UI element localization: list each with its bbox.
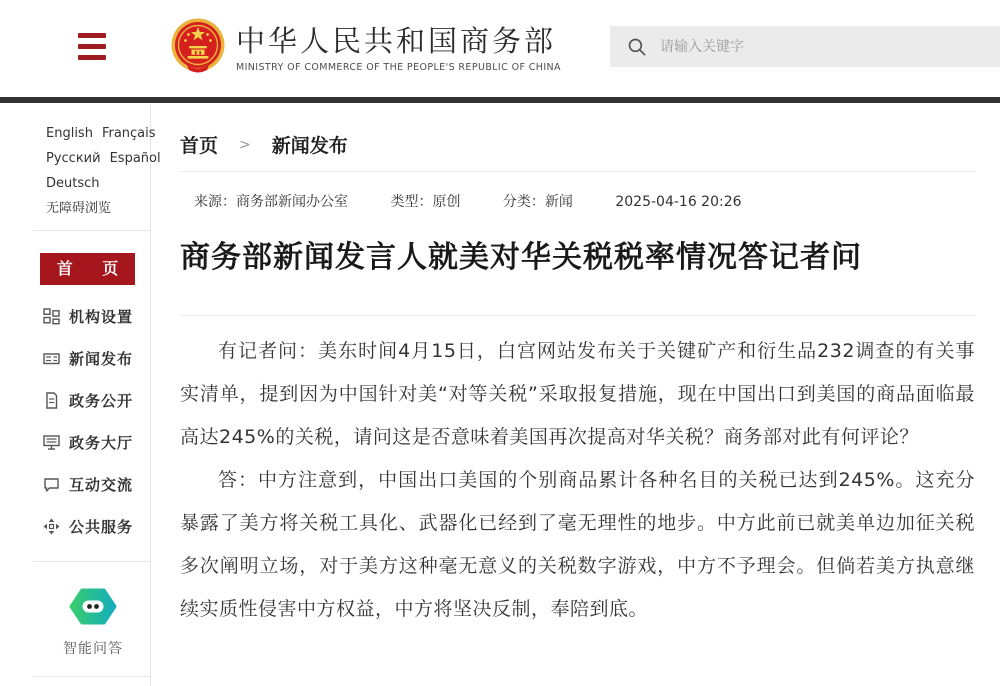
sidebar-item-news[interactable] — [0, 337, 150, 379]
sidebar-menu — [0, 295, 150, 547]
lang-francais[interactable]: Français — [101, 126, 156, 141]
site-title-block — [236, 24, 561, 73]
language-switcher — [0, 126, 161, 216]
article-body — [180, 330, 975, 631]
sidebar-item-label: 公共服务 — [69, 517, 134, 536]
sidebar-item-public-service[interactable] — [0, 505, 150, 547]
sidebar-divider — [33, 230, 150, 231]
robot-icon — [69, 588, 117, 625]
sidebar-divider — [33, 676, 150, 677]
sidebar-item-label: 互动交流 — [69, 475, 134, 494]
site-subtitle: MINISTRY OF COMMERCE OF THE PEOPLE'S REPUBLIC OF CHINA — [236, 62, 561, 73]
org-grid-icon — [43, 308, 60, 325]
hamburger-menu-icon[interactable] — [78, 33, 106, 60]
search-icon[interactable] — [627, 37, 647, 57]
breadcrumb-divider — [180, 171, 975, 172]
smart-qa-label: 智能问答 — [63, 641, 123, 657]
meta-source-label: 来源： — [194, 194, 236, 210]
breadcrumb-home[interactable]: 首页 — [180, 135, 219, 157]
main-content — [151, 103, 1000, 686]
monitor-icon — [43, 434, 60, 451]
sidebar-item-label: 政务公开 — [69, 391, 134, 410]
breadcrumb — [180, 131, 975, 158]
title-divider — [180, 315, 975, 316]
lang-russian[interactable]: Русский — [46, 151, 101, 166]
lang-deutsch[interactable]: Deutsch — [46, 176, 100, 191]
sidebar-item-label: 新闻发布 — [69, 349, 134, 368]
smart-qa-widget[interactable] — [36, 562, 150, 658]
national-emblem-logo — [170, 17, 226, 73]
meta-source-value: 商务部新闻办公室 — [236, 194, 348, 210]
meta-type-label: 类型： — [390, 194, 433, 210]
body-row — [0, 103, 1000, 686]
accessibility-browse-link[interactable]: 无障碍浏览 — [46, 201, 112, 216]
site-header — [0, 0, 1000, 97]
breadcrumb-current[interactable]: 新闻发布 — [271, 135, 348, 157]
sidebar-item-label: 政务大厅 — [69, 433, 134, 452]
four-arrows-icon — [43, 518, 60, 535]
article-paragraph: 有记者问：美东时间4月15日，白宫网站发布关于关键矿产和衍生品232调查的有关事实清单，提到因为中国针对美“对等关税”采取报复措施，现在中国出口到美国的商品面临最高达245%的关税，请问这是否意味着美国再次提高对华关税？商务部对此有何评论？ — [180, 340, 975, 448]
document-icon — [43, 392, 60, 409]
article-paragraph: 答：中方注意到，中国出口美国的个别商品累计各种名目的关税已达到245%。这充分暴露了美方将关税工具化、武器化已经到了毫无理性的地步。中方此前已就美单边加征关税多次阐明立场，对于美方这种毫无意义的关税数字游戏，中方不予理会。但倘若美方执意继续实质性侵害中方权益，中方将坚决反制，奉陪到底。 — [180, 469, 975, 620]
sidebar-item-org-setup[interactable] — [0, 295, 150, 337]
home-button[interactable]: 首 页 — [40, 253, 135, 285]
search-box[interactable] — [610, 26, 1000, 67]
meta-category-value: 新闻 — [544, 194, 573, 210]
lang-english[interactable]: English — [46, 126, 93, 141]
article-meta — [180, 191, 975, 211]
breadcrumb-separator: > — [239, 136, 251, 153]
sidebar-item-interaction[interactable] — [0, 463, 150, 505]
meta-type-value: 原创 — [432, 194, 461, 210]
sidebar-item-service-hall[interactable] — [0, 421, 150, 463]
sidebar-item-label: 机构设置 — [69, 307, 134, 326]
site-title: 中华人民共和国商务部 — [236, 24, 557, 58]
sidebar-item-gov-disclosure[interactable] — [0, 379, 150, 421]
meta-datetime: 2025-04-16 20:26 — [615, 194, 742, 210]
article-title: 商务部新闻发言人就美对华关税税率情况答记者问 — [180, 240, 862, 275]
lang-espanol[interactable]: Español — [109, 151, 161, 166]
meta-category-label: 分类： — [502, 194, 545, 210]
newspaper-icon — [43, 350, 60, 367]
chat-bubble-icon — [43, 476, 60, 493]
search-input[interactable] — [660, 39, 960, 55]
sidebar — [0, 103, 161, 686]
